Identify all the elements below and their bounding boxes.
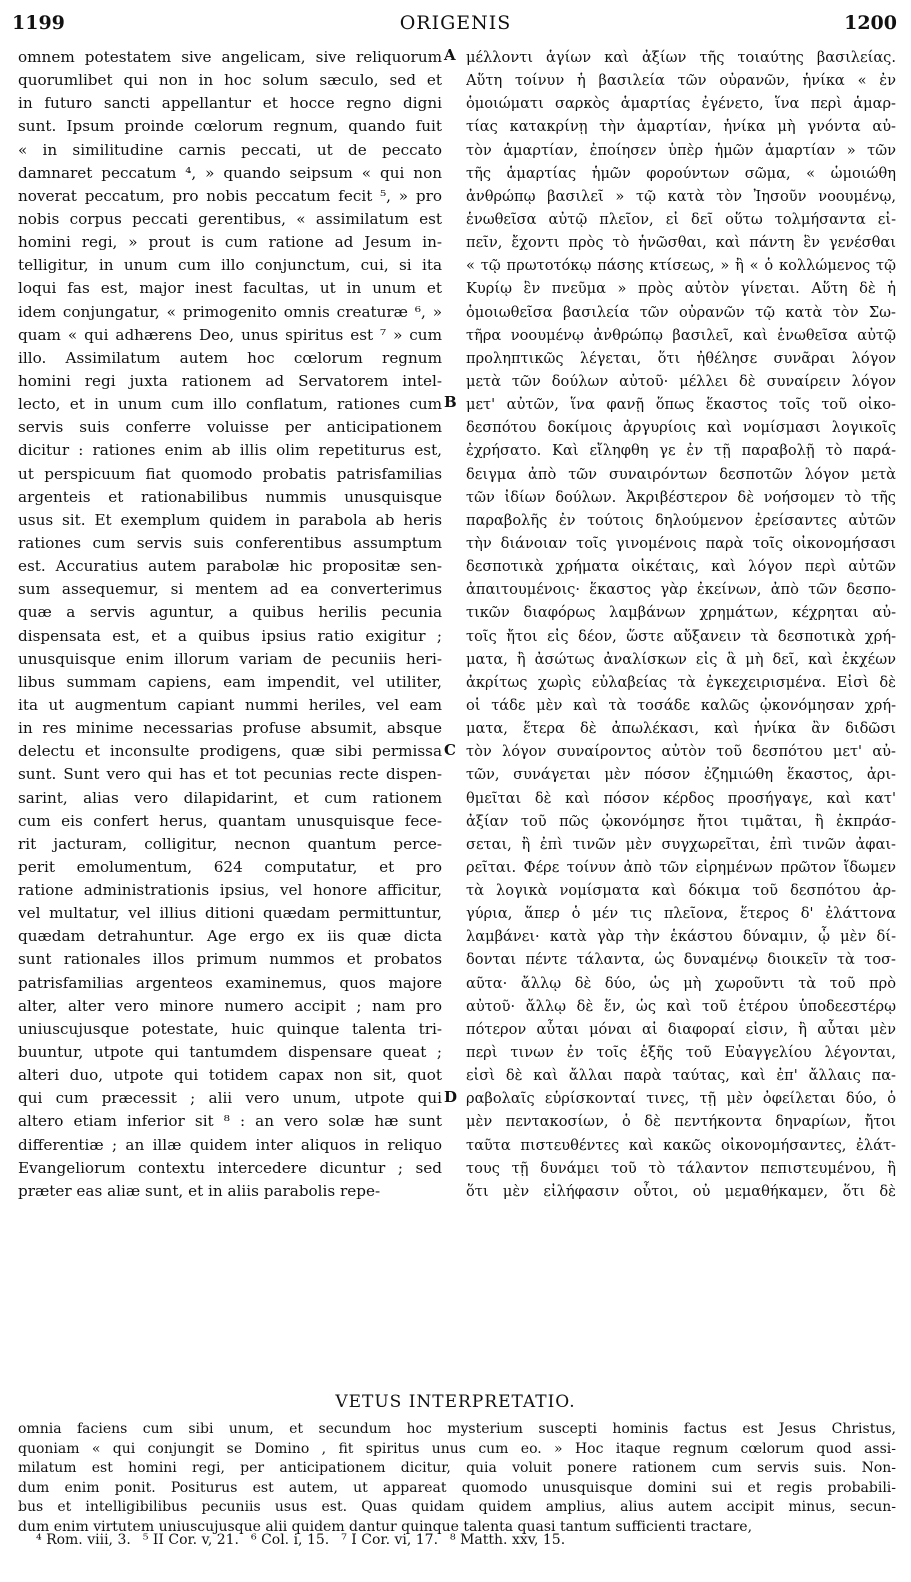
greek-text-line: τῶν ἰδίων δούλων. Ἀκριβέστερον δὲ νοήσομεν τὸ τῆς [466,488,896,506]
latin-text-line: qui cum præcessit ; alii vero unum, utpote qui [18,1089,442,1108]
greek-text-line: τοῖς ἤτοι εἰς δέον, ὥστε αὔξανειν τὰ δεσποτικὰ χρή- [466,627,896,645]
section-markers [442,46,462,1406]
footnotes [36,1532,896,1548]
greek-text-line: σεται, ἢ ἐπὶ τινῶν μὲν συγχωρεῖται, ἐπὶ τινῶν ἀφαι- [466,835,896,853]
latin-text-line: differentiæ ; an illæ quidem inter aliquos in reliquo [18,1135,442,1154]
greek-text-line: λαμβάνει· κατὰ γὰρ τὴν ἑκάστου δύναμιν, ᾧ μὲν δί- [466,928,896,946]
greek-text-line: ἀπαιτουμένοις· ἕκαστος γὰρ ἐκείνων, ἀπὸ τῶν δεσπο- [466,581,896,599]
vetus-text-line: dum enim virtutem uniuscujusque alii quidem dantur quinque talenta quasi tantum sufficienti tractare, [18,1518,753,1535]
latin-text-line: sum assequemur, si mentem ad ea converterimus [18,580,442,599]
greek-text-line: ἀνθρώπῳ βασιλεῖ » τῷ κατὰ τὸν Ἰησοῦν νοουμένῳ, [466,187,896,205]
greek-column [466,46,896,1203]
latin-text-line: delectu et inconsulte prodigens, quæ sibi permissa [18,742,442,761]
greek-text-line: ὅτι μὲν εἰλήφασιν οὗτοι, οὐ μεμαθήκαμεν, ὅτι δὲ [466,1182,896,1200]
greek-text-line: τὸν ἁμαρτίαν, ἐποίησεν ὑπὲρ ἡμῶν ἁμαρτίαν » τῶν [466,141,896,159]
latin-text-line: rit jacturam, colligitur, necnon quantum perce- [18,834,442,853]
page-header [0,12,911,42]
greek-text-line: ραβολαῖς εὑρίσκονταί τινες, τῇ μὲν ὀφείλεται δύο, ὁ [466,1090,896,1108]
vetus-interpretatio-text [18,1420,896,1537]
latin-text-line: quæ a servis aguntur, a quibus herilis pecunia [18,603,442,622]
greek-text-line: ματα, ἕτερα δὲ ἀπωλέκασι, καὶ ἡνίκα ἂν διδῶσι [466,720,896,738]
greek-text-line: μετὰ τῶν δούλων αὐτοῦ· μέλλει δὲ συναίρειν λόγον [466,372,896,390]
greek-text-line: τικῶν διαφόρως λαμβάνων χρημάτων, κέχρηται αὐ- [466,604,896,622]
latin-text-line: sunt. Sunt vero qui has et tot pecunias recte dispen- [18,765,442,784]
greek-text-line: παραβολῆς ἐν τούτοις δηλούμενον ἐρείσαντες αὐτῶν [466,511,896,529]
latin-text-line: quædam detrahuntur. Age ergo ex iis quæ dicta [18,927,442,946]
latin-text-line: altero etiam inferior sit ⁸ : an vero solæ hæ sunt [18,1112,442,1131]
greek-text-line: αῦτα· ἄλλῳ δὲ δύο, ὡς μὴ χωροῦντι τὰ τοῦ πρὸ [466,974,896,992]
latin-text-line: sarint, alias vero dilapidarint, et cum rationem [18,788,442,807]
greek-text-line: Κυρίῳ ἓν πνεῦμα » πρὸς αὐτὸν γίνεται. Αὕτη δὲ ἡ [466,280,896,298]
greek-text-line: τίας κατακρίνῃ τὴν ἁμαρτίαν, ἡνίκα μὴ γνόντα αὐ- [466,118,896,136]
greek-text-line: τῆς ἁμαρτίας ἡμῶν φορούντων σῶμα, « ὡμοιώθη [466,164,896,182]
latin-text-line: quam « qui adhærens Deo, unus spiritus est ⁷ » cum [18,325,442,344]
greek-text-line: γύρια, ἅπερ ὁ μέν τις πλεῖονα, ἕτερος δ' ἐλάττονα [466,905,896,923]
latin-text-line: argenteis et rationabilibus nummis unusquisque [18,487,442,506]
latin-text-line: in futuro sancti appellantur et hocce regno digni [18,94,442,113]
latin-text-line: noverat peccatum, pro nobis peccatum fecit ⁵, » pro [18,186,442,205]
running-title: ORIGENIS [399,12,512,34]
greek-text-line: πότερον αὗται μόναι αἱ διαφοραί εἰσιν, ἢ αὗται μὲν [466,1020,896,1038]
greek-text-line: ἐχρήσατο. Καὶ εἴληφθη γε ἐν τῇ παραβολῇ τὸ παρά- [466,442,896,460]
latin-text-line: perit emolumentum, 624 computatur, et pro [18,857,442,876]
section-marker: B [444,393,457,412]
greek-text-line: δειγμα ἀπὸ τῶν συναιρόντων δεσποτῶν λόγον μετὰ [466,465,896,483]
latin-text-line: cum eis confert herus, quantam unusquisque fece- [18,811,442,830]
latin-text-line: patrisfamilias argenteos examinemus, quos majore [18,973,442,992]
vetus-text-line: milatum est homini regi, per anticipationem dicitur, quia voluit ponere rationem cum servis suis. Non- [18,1460,896,1476]
greek-text-line: ματα, ἢ ἀσώτως ἀναλίσκων εἰς ἃ μὴ δεῖ, καὶ ἐκχέων [466,650,896,668]
latin-text-line: sunt. Ipsum proinde cœlorum regnum, quando fuit [18,117,442,136]
vetus-text-line: omnia faciens cum sibi unum, et secundum hoc mysterium suscepti hominis factus est Jesus Christus, [18,1421,896,1437]
footnote: ⁸ Matth. xxv, 15. [450,1532,566,1548]
latin-text-line: quorumlibet qui non in hoc solum sæculo, sed et [18,71,442,90]
latin-text-line: « in similitudine carnis peccati, ut de peccato [18,140,442,159]
greek-text-line: πεῖν, ἔχοντι πρὸς τὸ ἡνῶσθαι, καὶ πάντη ἓν γενέσθαι [466,234,896,252]
right-page-number: 1200 [844,12,897,34]
latin-text-line: damnaret peccatum ⁴, » quando seipsum « qui non [18,163,442,182]
greek-text-line: Αὕτη τοίνυν ἡ βασιλεία τῶν οὐρανῶν, ἡνίκα « ἐν [466,72,896,90]
greek-text-line: τῶν, συνάγεται μὲν πόσον ἐζημιώθη ἕκαστος, ἀρι- [466,766,896,784]
footnote: ⁷ I Cor. vi, 17. [341,1532,439,1548]
latin-text-line: illo. Assimilatum autem hoc cœlorum regnum [18,348,442,367]
greek-text-line: περὶ τινων ἐν τοῖς ἑξῆς τοῦ Εὐαγγελίου λέγονται, [466,1044,896,1062]
greek-text-line: μέλλοντι ἁγίων καὶ ἀξίων τῆς τοιαύτης βασιλείας. [466,49,896,66]
latin-text-line: loqui fas est, major inest facultas, ut in unum et [18,279,442,298]
greek-text-line: οἱ τάδε μὲν καὶ τὰ τοσάδε καλῶς ᾠκονόμησαν χρή- [466,696,896,714]
latin-text-line: usus sit. Et exemplum quidem in parabola ab heris [18,510,442,529]
latin-text-line: præter eas aliæ sunt, et in aliis parabolis repe- [18,1181,381,1200]
latin-text-line: in res minime necessarias profuse absumit, absque [18,719,442,738]
latin-text-line: libus summam capiens, eam impendit, vel utiliter, [18,672,442,691]
section-title: VETUS INTERPRETATIO. [335,1392,576,1412]
section-marker: A [444,46,456,64]
greek-text-line: ἑνωθεῖσα αὐτῷ πλεῖον, εἰ δεῖ οὕτω τολμήσαντα εἰ- [466,210,896,228]
latin-text-line: homini regi, » prout is cum ratione ad Jesum in- [18,233,442,252]
footnote: ⁶ Col. i, 15. [251,1532,330,1548]
greek-text-line: δονται πέντε τάλαντα, ὡς δυναμένῳ διοικεῖν τὰ τοσ- [466,951,896,969]
left-page-number: 1199 [12,12,65,34]
latin-text-line: est. Accuratius autem parabolæ hic propositæ sen- [18,557,442,576]
greek-text-line: ἀξίαν τοῦ πῶς ᾠκονόμησε ἤτοι τιμᾶται, ἢ ἐκπράσ- [466,812,896,830]
greek-text-line: ταῦτα πιστευθέντες καὶ κακῶς οἰκονομήσαντες, ἐλάτ- [466,1136,896,1154]
latin-text-line: nobis corpus peccati gerentibus, « assimilatum est [18,209,442,228]
latin-text-line: telligitur, in unum cum illo conjunctum, cui, si ita [18,256,442,275]
latin-text-line: uniuscujusque potestate, huic quinque talenta tri- [18,1019,442,1038]
greek-text-line: προληπτικῶς λέγεται, ὅτι ἠθέλησε συνᾶραι λόγον [466,349,896,367]
greek-text-line: θμεῖται δὲ καὶ πόσον κέρδος προσήγαγε, καὶ κατ' [466,789,896,807]
greek-text-line: τὴν διάνοιαν τοῖς γινομένοις παρὰ τοῖς οἰκονομήσασι [466,534,896,552]
greek-text-line: ἀκρίτως χωρὶς εὐλαβείας τὰ ἐγκεχειρισμένα. Εἰσὶ δὲ [466,673,896,691]
latin-text-line: omnem potestatem sive angelicam, sive reliquorum [18,48,442,66]
latin-text-line: Evangeliorum contextu intercedere dicuntur ; sed [18,1158,442,1177]
footnote: ⁴ Rom. viii, 3. [36,1532,131,1548]
footnote: ⁵ II Cor. v, 21. [142,1532,239,1548]
latin-text-line: sunt rationales illos primum nummos et probatos [18,950,442,969]
greek-text-line: μετ' αὐτῶν, ἵνα φανῇ ὅπως ἕκαστος τοῖς τοῦ οἰκο- [466,396,896,414]
greek-text-line: δεσποτικὰ χρήματα οἰκέταις, καὶ λόγον περὶ αὐτῶν [466,558,896,576]
greek-text-line: ρεῖται. Φέρε τοίνυν ἀπὸ τῶν εἰρημένων πρῶτον ἴδωμεν [466,858,896,876]
latin-text-line: homini regi juxta rationem ad Servatorem intel- [18,371,442,390]
greek-text-line: τῆρα νοουμένῳ ἀνθρώπῳ βασιλεῖ, καὶ ἑνωθεῖσα αὐτῷ [466,326,896,344]
latin-text-line: alteri duo, utpote qui totidem capax non sit, quot [18,1066,442,1085]
greek-text-line: ὁμοιωθεῖσα βασιλεία τῶν οὐρανῶν τῷ κατὰ τὸν Σω- [466,303,896,321]
section-marker: D [444,1087,458,1106]
latin-text-line: alter, alter vero minore numero accipit ; nam pro [18,996,442,1015]
section-marker: C [444,740,456,759]
latin-text-line: idem conjungatur, « primogenito omnis creaturæ ⁶, » [18,302,442,321]
greek-text-line: δεσπότου δοκίμοις ἀργυρίοις καὶ νομίσμασι λογικοῖς [466,419,896,437]
greek-text-line: μὲν πεντακοσίων, ὁ δὲ πεντήκοντα δηναρίων, ἤτοι [466,1113,896,1131]
latin-text-line: servis suis conferre voluisse per anticipationem [18,418,442,437]
latin-text-line: ut perspicuum fiat quomodo probatis patrisfamilias [18,464,442,483]
latin-text-line: rationes cum servis suis conferentibus assumptum [18,533,442,552]
greek-text-line: τὰ λογικὰ νομίσματα καὶ δόκιμα τοῦ δεσπότου ἀρ- [466,882,896,900]
greek-text-line: αὐτοῦ· ἄλλῳ δὲ ἕν, ὡς καὶ τοῦ ἑτέρου ὑποδεεστέρῳ [466,997,896,1015]
greek-text-line: τὸν λόγον συναίροντος αὐτὸν τοῦ δεσπότου μετ' αὐ- [466,743,896,761]
latin-text-line: vel multatur, vel illius ditioni quædam permittuntur, [18,904,442,923]
vetus-text-line: bus et intelligibilibus pecuniis usus est. Quas quidam quidem amplius, alius autem accipit minus, secun- [18,1499,896,1515]
latin-text-line: unusquisque enim illorum variam de pecuniis heri- [18,649,442,668]
greek-text-line: τους τῇ δυνάμει τοῦ τὸ τάλαντον πεπιστευμένου, ἢ [466,1159,896,1177]
latin-text-line: ita ut augmentum capiant nummi heriles, vel eam [18,695,442,714]
latin-text-line: dicitur : rationes enim ab illis olim repetiturus est, [18,441,442,460]
greek-text-line: εἰσὶ δὲ καὶ ἄλλαι παρὰ ταύτας, καὶ ἐπ' ἄλλαις πα- [466,1067,896,1085]
vetus-text-line: quoniam « qui conjungit se Domino , fit spiritus unus cum eo. » Hoc itaque regnum cœlorum quod assi- [18,1440,896,1457]
latin-column [18,46,442,1203]
latin-text-line: dispensata est, et a quibus ipsius ratio exigitur ; [18,626,442,645]
latin-text-line: ratione administrationis ipsius, vel honore afficitur, [18,881,442,900]
latin-text-line: buuntur, utpote qui tantumdem dispensare queat ; [18,1043,442,1062]
vetus-text-line: dum enim ponit. Positurus est autem, ut appareat quomodo unusquisque domini sui et regis probabili- [18,1479,896,1496]
greek-text-line: « τῷ πρωτοτόκῳ πάσης κτίσεως, » ἢ « ὁ κολλώμενος τῷ [466,257,896,275]
latin-text-line: lecto, et in unum cum illo conflatum, rationes cum [18,395,442,414]
greek-text-line: ὁμοιώματι σαρκὸς ἁμαρτίας ἐγένετο, ἵνα περὶ ἁμαρ- [466,95,896,113]
